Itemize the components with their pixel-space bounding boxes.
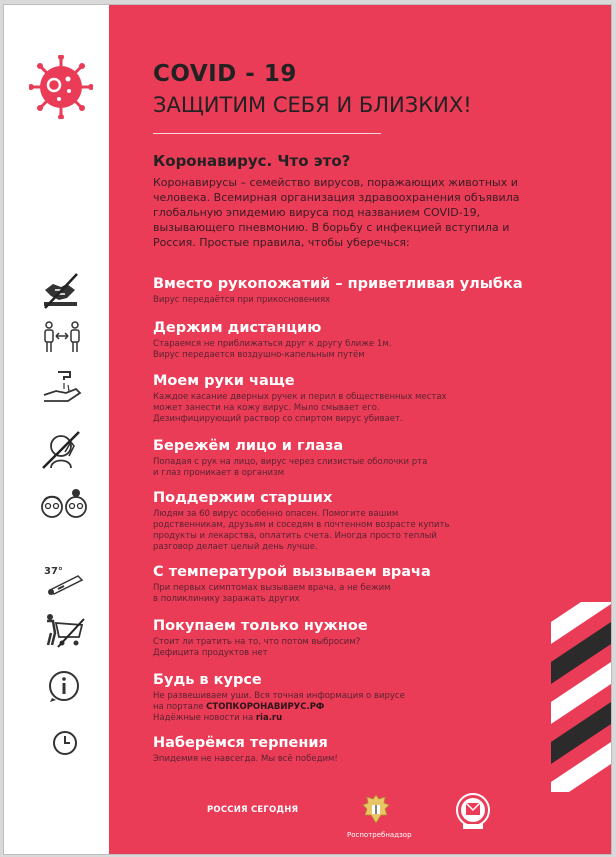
- page-title: COVID - 19: [153, 61, 297, 87]
- thermometer-icon: [44, 572, 86, 596]
- tip-text: Каждое касание дверных ручек и перил в общественных местах может занести на кожу вирус. Мыло смывает его. Дезинфицирующий раствор со спиртом вирус убивает.: [153, 392, 447, 424]
- intro-question: Коронавирус. Что это?: [153, 152, 351, 170]
- tip-title: С температурой вызываем врача: [153, 564, 431, 580]
- mia-emblem-icon: [455, 791, 491, 831]
- tip-title: Держим дистанцию: [153, 320, 322, 336]
- rospotrebnadzor-emblem-icon: [361, 793, 391, 825]
- tip-informed: [153, 671, 573, 724]
- tip-title: Покупаем только нужное: [153, 618, 368, 634]
- poster: [3, 4, 612, 855]
- tip-text: Людям за 60 вирус особенно опасен. Помогите вашим родственникам, друзьям и соседям в почтенном возрасте купить продукты и лекарства, оплатить счета. Иногда просто теплый разговор делает целый день лучше.: [153, 509, 450, 552]
- tip-text: Стараемся не приближаться друг к другу ближе 1м. Вирус передается воздушно-капельным путём: [153, 339, 392, 360]
- tip-patience: [153, 734, 573, 765]
- tip-title: Будь в курсе: [153, 672, 262, 688]
- hand-wash-icon: [42, 369, 82, 405]
- tip-title: Вместо рукопожатий – приветливая улыбка: [153, 276, 523, 292]
- distance-icon: [42, 320, 82, 354]
- tip-text-line1: Не развешиваем уши. Вся точная информация о вирусе: [153, 691, 405, 701]
- icon-column: [4, 5, 109, 854]
- tip-text-line2: на портале: [153, 702, 207, 712]
- tip-elderly: [153, 489, 573, 553]
- ria-link[interactable]: ria.ru: [255, 713, 283, 723]
- page-subtitle: ЗАЩИТИМ СЕБЯ И БЛИЗКИХ!: [153, 93, 472, 117]
- tip-face: [153, 437, 573, 479]
- no-face-touch-icon: [41, 430, 81, 470]
- no-handshake-icon: [41, 272, 79, 310]
- logo-text: РОССИЯ СЕГОДНЯ: [207, 805, 299, 815]
- tip-text: Стоит ли тратить на то, что потом выбросим? Дефицита продуктов нет: [153, 637, 361, 658]
- thermometer-label: 37°: [44, 566, 63, 577]
- tip-text: Попадая с рук на лицо, вирус через слизистые оболочки рта и глаз проникает в организм: [153, 457, 428, 478]
- tip-text: Вирус передаётся при прикосновениях: [153, 295, 331, 305]
- tip-title: Бережём лицо и глаза: [153, 438, 344, 454]
- tip-wash-hands: [153, 372, 573, 425]
- clock-icon: [51, 729, 79, 757]
- tip-text: При первых симптомах вызываем врача, а не бежим в поликлинику заражать других: [153, 583, 391, 604]
- tip-text: Эпидемия не навсегда. Мы всё победим!: [153, 754, 338, 764]
- tip-distance: [153, 319, 573, 361]
- virus-icon: [29, 55, 93, 119]
- divider: [153, 133, 381, 134]
- tip-doctor: [153, 563, 573, 605]
- elderly-icon: [40, 487, 88, 523]
- decorative-stripes: [551, 602, 611, 792]
- intro-text: Коронавирусы – семейство вирусов, поражающих животных и человека. Всемирная организация здравоохранения объявила глобальную эпидемию вируса под названием COVID-19, вызывающего пневмонию. В борьбу с инфекцией вступила и Россия. Простые правила, чтобы уберечься:: [153, 176, 520, 249]
- tip-text: [153, 691, 573, 724]
- stopcoronavirus-link[interactable]: СТОПКОРОНАВИРУС.РФ: [206, 702, 325, 712]
- tip-handshake: [153, 275, 573, 306]
- tip-text-line3: Надёжные новости на: [153, 713, 256, 723]
- tip-title: Моем руки чаще: [153, 373, 295, 389]
- tip-title: Поддержим старших: [153, 490, 333, 506]
- no-shopping-cart-icon: [42, 613, 86, 649]
- footer-logo-rossiya-segodnya: [207, 805, 298, 815]
- red-panel: [109, 5, 611, 854]
- footer-logo-rospotrebnadzor: Роспотребнадзор: [347, 831, 412, 839]
- info-icon: [47, 669, 81, 703]
- tip-title: Наберёмся терпения: [153, 735, 328, 751]
- tip-shopping: [153, 617, 573, 659]
